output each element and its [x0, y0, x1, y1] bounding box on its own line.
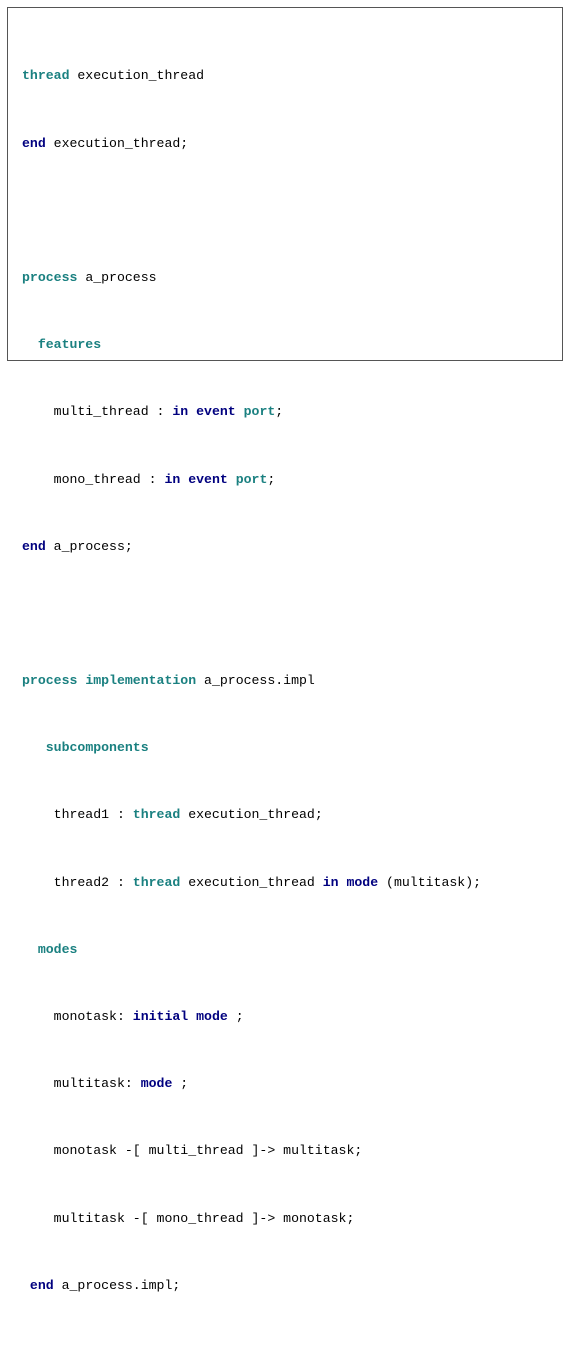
- code-text: execution_thread;: [45, 135, 189, 151]
- keyword-thread: thread: [132, 874, 181, 890]
- code-text: multi_thread :: [22, 404, 173, 420]
- code-line-10: [22, 673, 481, 690]
- code-indent: [22, 337, 38, 352]
- code-space: [236, 404, 244, 419]
- code-text: ;: [227, 1009, 244, 1025]
- code-line-11: [22, 740, 481, 757]
- code-line-5: [22, 337, 481, 354]
- keyword-end: end: [22, 538, 46, 554]
- code-text: monotask -[ multi_thread ]-> multitask;: [22, 1143, 363, 1159]
- keyword-mode: mode: [346, 874, 379, 890]
- keyword-end: end: [29, 1277, 54, 1293]
- code-indent: [22, 740, 46, 755]
- code-space: [180, 472, 188, 487]
- code-text: multitask -[ mono_thread ]-> monotask;: [22, 1210, 355, 1226]
- code-text: ;: [267, 471, 276, 487]
- code-text: thread2 :: [22, 874, 133, 890]
- code-line-17: [22, 1143, 481, 1160]
- keyword-port: port: [235, 471, 268, 487]
- code-line-15: [22, 1009, 481, 1026]
- code-text: a_process: [77, 269, 157, 285]
- code-line-6: [22, 404, 481, 421]
- code-text: mono_thread :: [22, 471, 165, 487]
- keyword-process: process: [22, 269, 78, 285]
- blank-line: [22, 606, 481, 623]
- keyword-thread: thread: [132, 807, 181, 823]
- keyword-in: in: [164, 471, 181, 487]
- code-text: a_process.impl;: [53, 1277, 181, 1293]
- keyword-initial: initial: [132, 1009, 189, 1025]
- code-text: a_process;: [45, 538, 133, 554]
- keyword-event: event: [188, 471, 228, 487]
- keyword-mode: mode: [196, 1009, 228, 1025]
- aadl-code-listing: [22, 18, 481, 1345]
- code-text: ;: [172, 1076, 189, 1092]
- keyword-process: process: [22, 673, 78, 689]
- code-line-8: [22, 539, 481, 556]
- code-text: monotask:: [22, 1009, 133, 1025]
- code-indent: [22, 942, 38, 957]
- code-line-4: [22, 270, 481, 287]
- code-text: multitask:: [22, 1076, 141, 1092]
- code-text: (multitask);: [378, 874, 482, 890]
- keyword-features: features: [37, 337, 102, 353]
- code-line-19: [22, 1278, 481, 1295]
- keyword-in: in: [172, 404, 189, 420]
- blank-line: [22, 203, 481, 220]
- keyword-modes: modes: [37, 941, 78, 957]
- code-text: execution_thread: [180, 874, 323, 890]
- code-space: [188, 1009, 196, 1024]
- code-text: thread1 :: [22, 807, 133, 823]
- keyword-in: in: [322, 874, 339, 890]
- keyword-port: port: [243, 404, 276, 420]
- code-line-16: [22, 1076, 481, 1093]
- code-line-2: [22, 136, 481, 153]
- code-indent: [22, 1278, 30, 1293]
- code-line-7: [22, 472, 481, 489]
- keyword-implementation: implementation: [85, 673, 197, 689]
- code-line-12: [22, 807, 481, 824]
- code-space: [188, 404, 196, 419]
- code-line-13: [22, 875, 481, 892]
- keyword-subcomponents: subcomponents: [45, 740, 149, 756]
- code-space: [228, 472, 236, 487]
- keyword-mode: mode: [140, 1076, 173, 1092]
- code-text: a_process.impl: [196, 673, 315, 689]
- code-text: execution_thread: [69, 68, 205, 84]
- keyword-end: end: [22, 135, 46, 151]
- keyword-thread: thread: [22, 68, 70, 84]
- code-text: execution_thread;: [180, 807, 323, 823]
- code-line-14: [22, 942, 481, 959]
- keyword-event: event: [196, 404, 236, 420]
- code-text: ;: [275, 404, 284, 420]
- code-line-1: [22, 68, 481, 85]
- code-listing-box: [7, 7, 563, 1293]
- code-line-18: [22, 1211, 481, 1228]
